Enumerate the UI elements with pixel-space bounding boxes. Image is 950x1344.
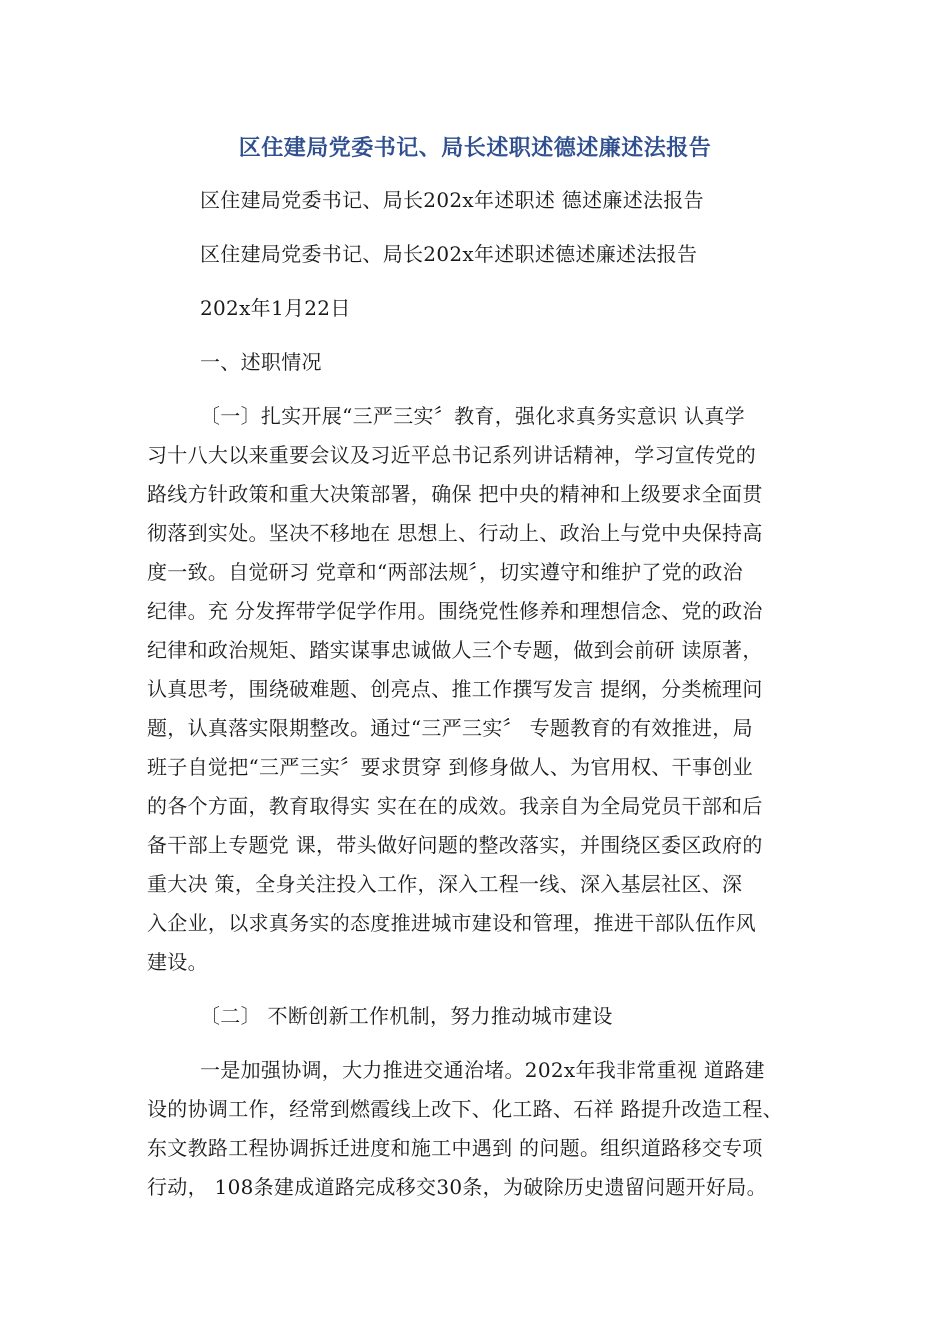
subtitle-line-1: 区住建局党委书记、局长202x年述职述 德述廉述法报告 xyxy=(200,188,704,212)
report-date: 202x年1月22日 xyxy=(200,296,351,320)
paragraph-line: 的各个方面，教育取得实 实在在的成效。我亲自为全局党员干部和后 xyxy=(147,794,763,818)
paragraph-line: 设的协调工作，经常到燃霞线上改下、化工路、石祥 路提升改造工程、 xyxy=(147,1097,783,1121)
paragraph-line: 度一致。自觉研习 党章和“两部法规〞，切实遵守和维护了党的政治 xyxy=(147,560,743,584)
paragraph-line: 重大决 策，全身关注投入工作，深入工程一线、深入基层社区、深 xyxy=(147,872,743,896)
section-heading-1-2: 〔二〕 不断创新工作机制，努力推动城市建设 xyxy=(200,1004,613,1028)
paragraph-line: 彻落到实处。坚决不移地在 思想上、行动上、政治上与党中央保持高 xyxy=(147,521,763,545)
document-title: 区住建局党委书记、局长述职述德述廉述法报告 xyxy=(238,136,712,161)
paragraph-line: 一是加强协调，大力推进交通治堵。202x年我非常重视 道路建 xyxy=(200,1058,765,1082)
paragraph-line: 纪律和政治规矩、踏实谋事忠诚做人三个专题，做到会前研 读原著， xyxy=(147,638,763,662)
paragraph-line: 入企业，以求真务实的态度推进城市建设和管理，推进干部队伍作风 xyxy=(147,911,756,935)
paragraph-line: 行动， 108条建成道路完成移交30条，为破除历史遗留问题开好局。 xyxy=(147,1175,767,1199)
subtitle-line-2: 区住建局党委书记、局长202x年述职述德述廉述法报告 xyxy=(200,242,698,266)
section-heading-1: 一、述职情况 xyxy=(200,350,322,374)
paragraph-line: 建设。 xyxy=(147,950,208,974)
paragraph-line: 纪律。充 分发挥带学促学作用。围绕党性修养和理想信念、党的政治 xyxy=(147,599,763,623)
paragraph-line: 备干部上专题党 课，带头做好问题的整改落实，并围绕区委区政府的 xyxy=(147,833,763,857)
paragraph-line: 题，认真落实限期整改。通过“三严三实〞 专题教育的有效推进，局 xyxy=(147,716,753,740)
paragraph-line: 班子自觉把“三严三实〞要求贯穿 到修身做人、为官用权、干事创业 xyxy=(147,755,753,779)
paragraph-line: 路线方针政策和重大决策部署，确保 把中央的精神和上级要求全面贯 xyxy=(147,482,763,506)
paragraph-line: 东文教路工程协调拆迁进度和施工中遇到 的问题。组织道路移交专项 xyxy=(147,1136,763,1160)
paragraph-line: 〔一〕扎实开展“三严三实〞教育，强化求真务实意识 认真学 xyxy=(200,404,745,428)
paragraph-line: 习十八大以来重要会议及习近平总书记系列讲话精神，学习宣传党的 xyxy=(147,443,756,467)
paragraph-line: 认真思考，围绕破难题、创亮点、推工作撰写发言 提纲，分类梳理问 xyxy=(147,677,763,701)
